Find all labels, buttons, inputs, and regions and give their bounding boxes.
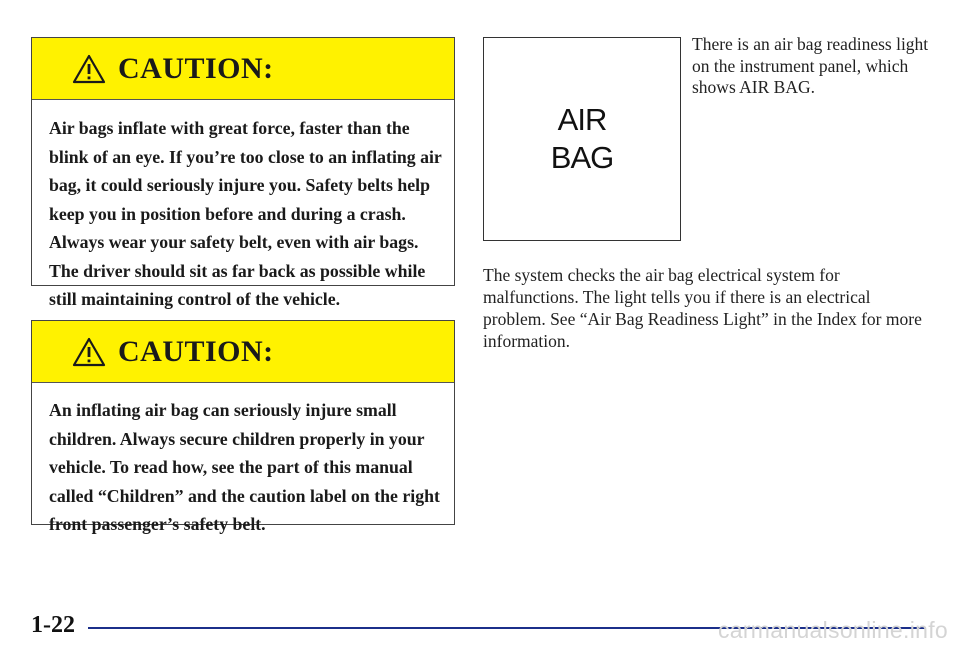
caution-box-air-bag-force <box>31 37 455 309</box>
indicator-line-2: BAG <box>550 140 614 175</box>
page-number: 1-22 <box>31 612 75 638</box>
indicator-line-1: AIR <box>557 102 607 137</box>
caution-title: CAUTION: <box>118 334 274 368</box>
caution-box-children <box>31 320 455 534</box>
caution-header <box>32 38 454 100</box>
caution-body: Air bags inflate with great force, faster than the blink of an eye. If you’re too close to an inflating air bag, it could seriously injure you. Safety belts help keep you in position before and during a crash. Always wear your safety belt, even with air bags. The driver should sit as far back as possible while still maintaining control of the vehicle. <box>49 118 442 309</box>
air-bag-indicator-illustration <box>483 37 681 241</box>
warning-triangle-icon <box>72 337 106 367</box>
caution-title: CAUTION: <box>118 51 274 85</box>
readiness-light-note: There is an air bag readiness light on the instrument panel, which shows AIR BAG. <box>692 34 929 97</box>
caution-header <box>32 321 454 383</box>
system-check-paragraph: The system checks the air bag electrical system for malfunctions. The light tells you if there is an electrical problem. See “Air Bag Readiness Light” in the Index for more information. <box>483 265 922 351</box>
watermark: carmanualsonline.info <box>717 617 948 643</box>
caution-body: An inflating air bag can seriously injure small children. Always secure children properly in your vehicle. To read how, see the part of this manual called “Children” and the caution label on the right front passenger’s safety belt. <box>49 400 440 534</box>
warning-triangle-icon <box>72 54 106 84</box>
